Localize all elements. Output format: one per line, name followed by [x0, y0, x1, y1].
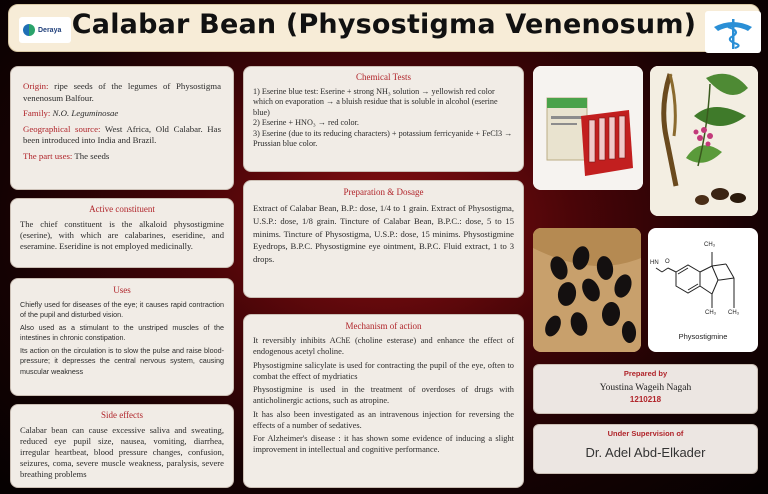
preparation-card — [243, 180, 524, 298]
uses-paragraph-3: Its action on the circulation is to slow the pulse and raise blood-pressure; it depresses the central nervous system, causing muscular weakness — [20, 345, 224, 376]
pharmacy-logo — [705, 11, 761, 53]
prepared-by-label: Prepared by — [623, 369, 668, 378]
uses-paragraph-1: Chiefly used for diseases of the eye; it causes rapid contraction of the pupil and disturbed vision. — [20, 300, 224, 320]
mech-paragraph-2: Physostigmine salicylate is used for contracting the pupil of the eye, often to combat the effect of mydriatics — [253, 360, 514, 381]
student-id: 1210218 — [629, 395, 662, 404]
mech-heading: Mechanism of action — [345, 321, 422, 331]
physostigmine-structure-image — [648, 228, 758, 352]
student-name: Youstina Wageih Nagah — [599, 383, 692, 393]
chemical-tests-card — [243, 66, 524, 172]
side-text: Calabar bean can cause excessive saliva and sweating, reduced eye pupil size, nausea, vomiting, diarrhea, irregular heartbeat, blood pressure changes, confusion, seizures, coma, severe muscle weakness, paralysis, severe breathing problems — [20, 424, 224, 479]
chem-line-1: 1) Eserine blue test: Eserine + strong NH₃ solution → yellowish red color which on evaporation → a bluish residue that is soluble in alcohol (eserine blue) — [253, 86, 498, 117]
prepared-by-box — [533, 364, 758, 414]
active-constituent-card — [10, 198, 234, 268]
caduceus-icon — [708, 13, 758, 51]
parts-text: The seeds — [72, 151, 110, 162]
supervisor-name: Dr. Adel Abd-Elkader — [585, 445, 706, 460]
supervision-box — [533, 424, 758, 474]
family-text: N.O. Leguminosae — [50, 108, 119, 119]
family-label: Family: — [23, 108, 51, 119]
side-effects-card — [10, 404, 234, 488]
mech-paragraph-1: It reversibly inhibits AChE (choline esterase) and enhance the effect of endogenous acetyl choline. — [253, 336, 514, 357]
mech-paragraph-3: Physostigmine is used in the treatment of overdoses of drugs with anticholinergic actions, such as atropine. — [253, 385, 514, 406]
eyedrops-product-image — [533, 66, 643, 190]
parts-label: The part uses: — [23, 151, 73, 162]
mech-paragraph-4: It has also been investigated as an intravenous injection for reversing the effects of a number of sedatives. — [253, 409, 514, 430]
uses-heading: Uses — [113, 285, 131, 295]
supervision-label: Under Supervision of — [607, 429, 684, 438]
side-heading: Side effects — [100, 410, 144, 420]
uses-paragraph-2: Also used as a stimulant to the unstriped muscles of the intestines in chronic constipation. — [20, 322, 224, 343]
logo-text: Deraya — [38, 26, 62, 34]
mechanism-card — [243, 314, 524, 488]
chem-heading: Chemical Tests — [356, 72, 411, 82]
prep-text: Extract of Calabar Bean, B.P.: dose, 1/4 to 1 grain. Extract of Physostigma, U.S.P.: dose, 1/8 grain. Tincture of Calabar Bean, B.P.C.: dose, 5 to 15 minims. Tincture of Physostigma, U.S.P.: dose, 15 minims. Physostigmine Eyedrops, B.P.C. Physostigmine eye ointment, B.P.C. Fluid extract, 1 to 3 drops. — [253, 203, 514, 265]
structure-o: O — [665, 259, 670, 265]
active-heading: Active constituent — [89, 204, 155, 214]
geo-label: Geographical source: — [23, 123, 101, 134]
poster-header — [8, 4, 760, 52]
uses-card — [10, 278, 234, 396]
structure-caption: Physostigmine — [678, 332, 728, 341]
poster-title: Calabar Bean (Physostigma Venenosum) — [71, 9, 697, 40]
active-text: The chief constituent is the alkaloid physostigmine (eserine), with which are calabarines, eseridine, and eseramine. Eseridine is not employed medicinally. — [20, 218, 224, 251]
chem-line-2: 2) Eserine + HNO₃ → red color. — [253, 118, 359, 128]
geo-text: West Africa, Old Calabar. Has been introduced into India and Brazil. — [23, 123, 221, 146]
botanical-illustration-image — [650, 66, 758, 216]
mech-paragraph-5: For Alzheimer's disease : it has shown some evidence of inducing a slight improvement in intellectual and cognitive performance. — [253, 434, 514, 455]
structure-ch3-top: CH₃ — [704, 242, 716, 248]
structure-hn: HN — [650, 260, 659, 266]
origin-card — [10, 66, 234, 190]
calabar-seeds-image — [533, 228, 641, 352]
structure-ch3-right: CH₃ — [728, 310, 740, 316]
chem-line-3: 3) Eserine (due to its reducing characters) + potassium ferricyanide + FeCl3 → Prussian blue color. — [253, 128, 513, 149]
structure-ch3-bottom: CH₃ — [705, 310, 717, 316]
origin-text: ripe seeds of the legumes of Physostigma venenosum Balfour. — [23, 81, 221, 103]
prep-heading: Preparation & Dosage — [343, 187, 424, 197]
origin-label: Origin: — [23, 81, 49, 91]
